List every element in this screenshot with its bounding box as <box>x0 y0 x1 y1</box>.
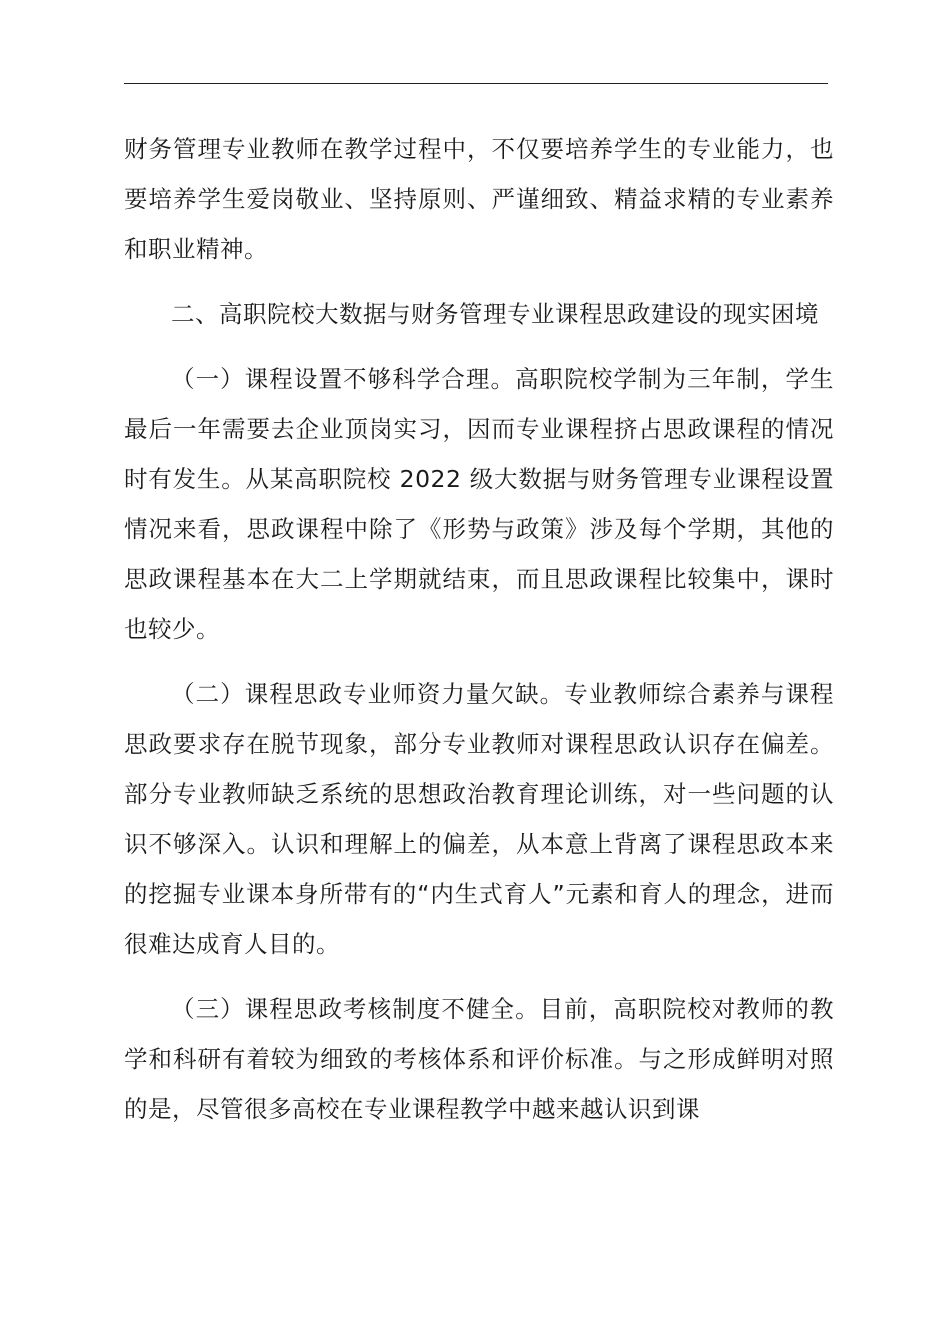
paragraph-course-setting: （一）课程设置不够科学合理。高职院校学制为三年制，学生最后一年需要去企业顶岗实习，因而专业课程挤占思政课程的情况时有发生。从某高职院校 2022 级大数据与财务管理专业课程设置情况来看，思政课程中除了《形势与政策》涉及每个学期，其他的思政课程基本在大二上学期就结束，而且思政课程比较集中，课时也较少。 <box>124 365 834 643</box>
paragraph-teaching-staff: （二）课程思政专业师资力量欠缺。专业教师综合素养与课程思政要求存在脱节现象，部分专业教师对课程思政认识存在偏差。部分专业教师缺乏系统的思想政治教育理论训练，对一些问题的认识不够深入。认识和理解上的偏差，从本意上背离了课程思政本来的挖掘专业课本身所带有的“内生式育人”元素和育人的理念，进而很难达成育人目的。 <box>124 680 834 958</box>
document-body <box>124 124 834 1134</box>
section-heading: 二、高职院校大数据与财务管理专业课程思政建设的现实困境 <box>171 300 819 328</box>
paragraph-continuation: 财务管理专业教师在教学过程中，不仅要培养学生的专业能力，也要培养学生爱岗敬业、坚持原则、严谨细致、精益求精的专业素养和职业精神。 <box>124 135 834 263</box>
header-rule <box>124 83 828 84</box>
paragraph-assessment-system: （三）课程思政考核制度不健全。目前，高职院校对教师的教学和科研有着较为细致的考核体系和评价标准。与之形成鲜明对照的是，尽管很多高校在专业课程教学中越来越认识到课 <box>124 995 834 1123</box>
